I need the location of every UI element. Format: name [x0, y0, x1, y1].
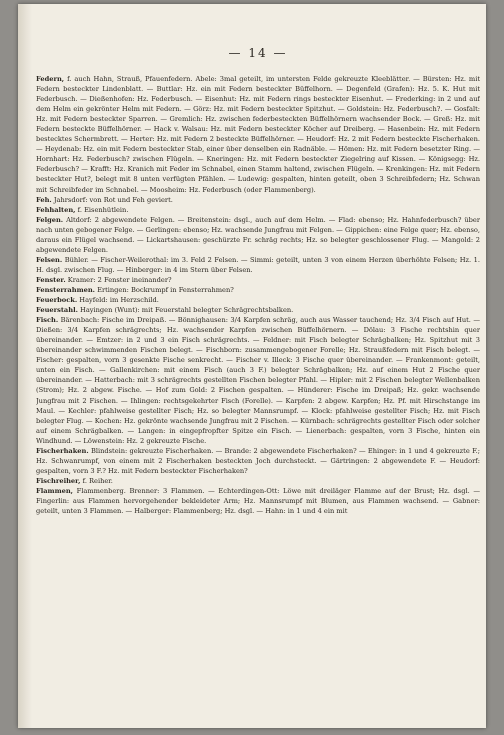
entry-paragraph	[36, 486, 480, 516]
page-gutter-shadow	[18, 4, 32, 728]
entry-text: Bühler. — Fischer-Weilerothal: im 3. Feld 2 Felsen. — Simmi: geteilt, unten 3 von einem Herzen überhöhte Felsen; Hz. 1. H. dsgl. zwischen Flug. — Hinberger: in 4 im Stern über Felsen.	[36, 255, 480, 274]
entry-text: f. Reiher.	[82, 476, 113, 485]
entry-paragraph	[36, 195, 480, 205]
entry-heading: Fensterrahmen.	[36, 285, 95, 294]
entry-paragraph	[36, 476, 480, 486]
entry-text: Hayingen (Wunt): mit Feuerstahl belegter Schrägrechtsbalken.	[80, 306, 294, 315]
entry-heading: Fehhalten,	[36, 205, 76, 214]
entry-text: Blindstein: gekreuzte Fischerhaken. — Brande: 2 abgewendete Fischerhaken? — Ehinger: in 1 und 4 gekreuzte F.; Hz. Schwanrumpf, von einem mit 2 Fischerhaken besteckten Joch durchsteckt. — Gärtringen: 2 abgewendete F. — Heudorf: gespalten, vorn 3 F.? Hz. mit Federn besteckter Fischerhaken?	[36, 446, 480, 475]
entry-text: Ertingen: Bockrumpf in Fensterrahmen?	[97, 285, 234, 294]
entry-heading: Fenster.	[36, 275, 66, 284]
page-content	[36, 4, 480, 728]
entry-paragraph	[36, 255, 480, 275]
entry-paragraph	[36, 275, 480, 285]
page-number: — 14 —	[228, 46, 288, 60]
entry-text: Hayfeld: im Herzschild.	[79, 296, 159, 305]
entry-text: Altdorf: 2 abgewendete Felgen. — Breitenstein: dsgl., auch auf dem Helm. — Flad: ebenso; Hz. Hahnfederbusch? über nach unten gebogener Felge. — Gerlingen: ebenso; Hz. wachsende Jungfrau mit Felgen. — Gippichen: eine Felge quer; Hz. ebenso, daraus ein Flügel wachsend. — Lickartshausen: geschürzte Fr. schräg rechts; Hz. so belegter geschlossener Flug. — Mangold: 2 abgewendete Felgen.	[36, 215, 480, 254]
entry-paragraph	[36, 305, 480, 315]
entry-heading: Fisch.	[36, 316, 59, 325]
entry-text: Bärenbach: Fische im Dreipaß. — Bönnighausen: 3/4 Karpfen schräg, auch aus Wasser tauchend; Hz. 3/4 Fisch auf Hut. — Dießen: 3/4 Karpfen schrägrechts; Hz. wachsender Karpfen zwischen Büffelhörnern. — Dölau: 3 Fische rechtshin quer übereinander. — Emtzer: in 2 und 3 ein Fisch schrägrechts. — Feldner: mit Fisch belegter Schrägbalken; Hz. Spitzhut mit 3 übereinander schwimmenden Fischen belegt. — Fischborn: zusammengebogener Forelle; Hz. Straußfedern mit Fisch belegt. — Fischer: gespalten, vorn 3 gesenkte Fische senkrecht. — Fischer v. Illeck: 3 Fische quer übereinander. — Frankenmont: geteilt, unten ein Fisch. — Gallenkirchen: mit einem Fisch (auch 3 F.) belegter Schrägbalken; Hz. auf einem Hut 2 Fische quer übereinander. — Hatterbach: mit 3 schrägrechts gestellten Fischen belegter Pfahl. — Hipler: mit 2 Fischen belegter Wellenbalken (Strom); Hz. 2 abgew. Fische. — Hof zum Gold: 2 Fischen gespalten. — Hünderer: Fische im Dreipaß; Hz. gekr. wachsende Jungfrau mit 2 Fischen. — Ihlingen: rechtsgekehrter Fisch (Forelle). — Karpfen: 2 abgew. Karpfen; Hz. Pf. mit Hirschstange im Maul. — Kechler: pfahlweise gestellter Fisch; Hz. so belegter Mannsrumpf. — Klock: pfahlweise gestellter Fisch; Hz. mit Fisch belegter Flug. — Kochen: Hz. gekrönte wachsende Jungfrau mit 2 Fischen. — Kürnbach: schrägrechts gestellter Fisch oder solcher auf einem Schrägbalken. — Langen: in eingepfropfter Spitze ein Fisch. — Lienerbach: gespalten, vorn 3 Fische, hinten ein Windhund. — Löwenstein: Hz. 2 gekreuzte Fische.	[36, 316, 480, 445]
entry-heading: Felsen.	[36, 255, 63, 264]
entry-heading: Feuerbock.	[36, 296, 78, 305]
entry-text: Flammenberg. Brenner: 3 Flammen. — Echterdingen-Ott: Löwe mit dreiläger Flamme auf der Brust; Hz. dsgl. — Fingerlin: aus Flammen hervorgehender bekleideter Arm; Hz. Mannsrumpf mit Blumen, aus Flammen wachsend. — Gabner: geteilt, unten 3 Flammen. — Halberger: Flammenberg; Hz. dsgl. — Hahn: in 1 und 4 ein mit	[36, 486, 480, 516]
entry-heading: Fischreiher,	[36, 476, 81, 485]
entry-heading: Felgen.	[36, 215, 64, 224]
entry-paragraph	[36, 285, 480, 295]
entry-paragraph	[36, 295, 480, 305]
entry-paragraph	[36, 205, 480, 215]
entry-text: Jahrsdorf: von Rot und Feh geviert.	[53, 195, 173, 204]
entry-text: f. auch Hahn, Strauß, Pfauenfedern. Abele: 3mal geteilt, im untersten Felde gekreuzte Kleeblätter. — Bürsten: Hz. mit Federn besteckter Lindenblatt. — Buttlar: Hz. ein mit Federn besteckter Büffelhorn. — Degenfeld (Grafen): Hz. 5. K. Hut mit Federbusch. — Dießenhofen: Hz. Federbusch. — Eisenhut: Hz. mit Federn rings besteckter Eisenhut. — Frederking: in 2 und auf dem Helm ein gekrönter Helm mit Federn. — Görz: Hz. mit Federn besteckter Spitzhut. — Goldstein: Hz. Federbusch?. — Gosfalt: Hz. mit Federn besteckter Sparren. — Gremlich: Hz. zwischen federbesteckten Büffelhörnern wachsender Bock. — Greß: Hz. mit Federn besteckte Büffelhörner. — Hack v. Walsau: Hz. mit Federn besteckter Köcher auf Dreiberg. — Hasenbein: Hz. mit Federn bestecktes Schermbrett. — Herter: Hz. mit Federn 2 besteckte Büffelhörner. — Heudorf: Hz. 2 mit Federn besteckte Fischerhaken. — Heydenab: Hz. ein mit Federn besteckter Stab, einer über denselben ein Radnäble. — Hömen: Hz. mit Federn besetzter Ring. — Hornhart: Hz. Federbusch? zwischen Flügeln. — Kneringen: Hz. mit Federn besteckter Ziegelring auf Kissen. — Königsegg: Hz. Federbusch? — Krafft: Hz. Kranich mit Feder im Schnabel, einen Stamm haltend, zwischen Flügeln. — Krenkingen: Hz. mit Federn besteckter Hut?, belegt mit 8 unten verfügten Pfählen. — Ludewig: gespalten, hinten geteilt, oben 3 Schreibfedern; Hz. Schwan mit Schreibfeder im Schnabel. — Moosheim: Hz. Federbusch (oder Flammenberg).	[36, 75, 480, 194]
entry-paragraph	[36, 315, 480, 446]
entry-heading: Federn,	[36, 75, 65, 83]
entry-heading: Feuerstahl.	[36, 306, 78, 315]
entry-heading: Fischerhaken.	[36, 446, 89, 455]
entry-paragraph	[36, 446, 480, 476]
entry-text: Kramer: 2 Fenster ineinander?	[67, 275, 172, 284]
entry-paragraph	[36, 215, 480, 255]
text-body	[36, 74, 480, 516]
entry-text: f. Eisenhütlein.	[77, 205, 129, 214]
entry-paragraph	[36, 74, 480, 195]
entry-heading: Flammen,	[36, 486, 73, 495]
entry-heading: Feh.	[36, 195, 52, 204]
page-sheet	[18, 4, 486, 728]
